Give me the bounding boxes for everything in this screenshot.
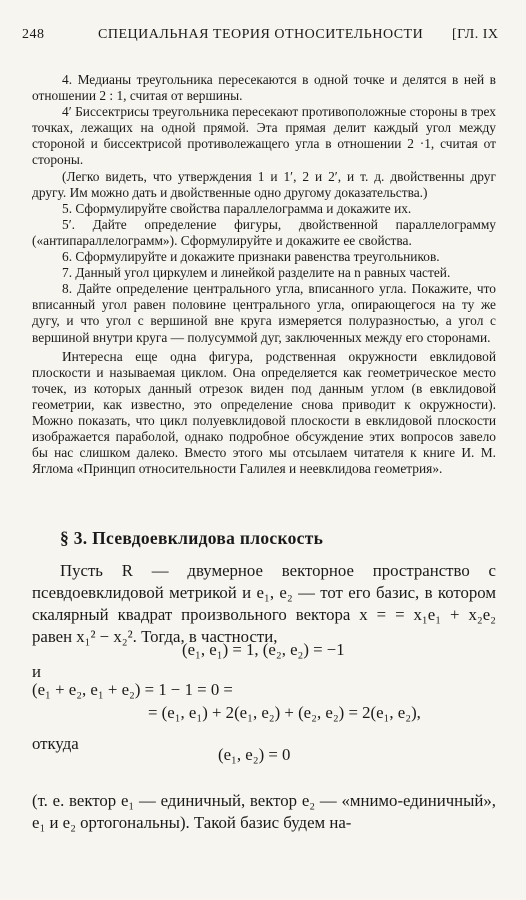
tail-text: (т. е. вектор e₁ — единичный, вектор e₂ — «мнимо-единичный», e₁ и e₂ ортогональны). Такой базис будем на-	[32, 791, 496, 832]
equation-2b: = (e₁, e₁) + 2(e₁, e₂) + (e₂, e₂) = 2(e₁, e₂),	[148, 703, 421, 722]
intro-text: Пусть R — двумерное векторное пространство с псевдоевклидовой метрикой и e₁, e₂ — тот его базис, в котором скалярный квадрат произвольного вектора x = = x₁e₁ + x₂e₂ равен x₁² − x₂². Тогда, в частности,	[32, 561, 496, 646]
equation-3: (e₁, e₂) = 0	[218, 745, 291, 764]
and-word: и	[32, 662, 41, 681]
exercise-8: 8. Дайте определение центрального угла, вписанного угла. Покажите, что вписанный угол равен половине центрального угла, опирающегося на ту же дугу, и что угол с вершиной вне круга измеряется полуразностью, а угол с вершиной внутри круга — полусуммой дуг, заключенных между его сторонами.	[32, 281, 496, 345]
exercise-4: 4. Медианы треугольника пересекаются в одной точке и делятся в ней в отношении 2 : 1, считая от вершины.	[32, 72, 496, 104]
running-title: СПЕЦИАЛЬНАЯ ТЕОРИЯ ОТНОСИТЕЛЬНОСТИ	[98, 27, 424, 42]
exercise-5: 5. Сформулируйте свойства параллелограмма и докажите их.	[62, 200, 412, 216]
exercise-5-dual: 5′. Дайте определение фигуры, двойственной параллелограмму («антипараллелограмм»). Сформулируйте и докажите ее свойства.	[32, 216, 496, 248]
whence-word: откуда	[32, 734, 79, 753]
tail-paragraph	[32, 790, 496, 834]
intro-paragraph	[32, 560, 496, 648]
equation-1: (e₁, e₁) = 1, (e₂, e₂) = −1	[182, 640, 345, 659]
exercise-6: 6. Сформулируйте и докажите признаки равенства треугольников.	[62, 249, 440, 265]
section-title: § 3. Псевдоевклидова плоскость	[60, 528, 324, 548]
duality-remark: (Легко видеть, что утверждения 1 и 1′, 2 и 2′, и т. д. двойственны друг другу. Им можно дать и двойственные одно другому доказательства.)	[32, 168, 496, 200]
page-number: 248	[22, 27, 45, 42]
running-header	[0, 27, 526, 47]
exercise-7: 7. Данный угол циркулем и линейкой разделите на n равных частей.	[62, 265, 451, 281]
exercise-4-dual: 4′ Биссектрисы треугольника пересекают противоположные стороны в трех точках, лежащих на одной прямой. Эта прямая делит каждый угол между стороной и биссектрисой противолежащего угла в отношении 2 ·1, считая от стороны.	[32, 104, 496, 168]
exercises-block	[32, 72, 496, 477]
chapter-label: [ГЛ. IX	[452, 27, 499, 42]
equation-2a: (e₁ + e₂, e₁ + e₂) = 1 − 1 = 0 =	[32, 680, 233, 699]
cycle-paragraph: Интересна еще одна фигура, родственная окружности евклидовой плоскости и называемая циклом. Она определяется как геометрическое место точек, из которых данный отрезок виден под данным углом (в евклидовой геометрии, как известно, это определение снова приводит к окружности). Можно показать, что цикл полуевклидовой плоскости в евклидовой плоскости изображается параболой, однако подробное обсуждение этих вопросов завело бы нас слишком далеко. Вместо этого мы отсылаем читателя к книге И. М. Яглома «Принцип относительности Галилея и неевклидова геометрия».	[32, 348, 496, 477]
